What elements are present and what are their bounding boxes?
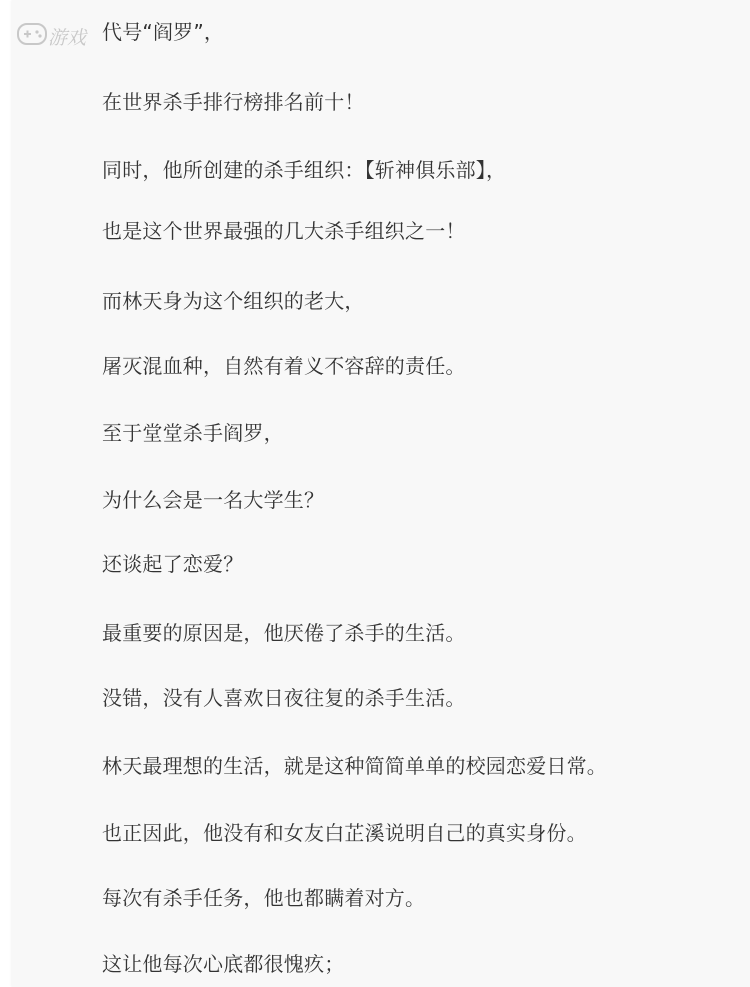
paragraph-line: 还谈起了恋爱？ [102,552,244,576]
paragraph-line: 至于堂堂杀手阎罗， [102,421,284,445]
article-body [12,0,750,987]
svg-text:游戏: 游戏 [48,27,87,49]
paragraph-line: 在世界杀手排行榜排名前十！ [102,90,365,114]
paragraph-line: 也是这个世界最强的几大杀手组织之一！ [102,219,466,243]
paragraph-line: 屠灭混血种，自然有着义不容辞的责任。 [102,354,466,378]
paragraph-line: 为什么会是一名大学生？ [102,488,325,512]
paragraph-line: 也正因此，他没有和女友白芷溪说明自己的真实身份。 [102,821,587,845]
paragraph-line: 最重要的原因是，他厌倦了杀手的生活。 [102,621,466,645]
paragraph-line: 同时，他所创建的杀手组织：【斩神俱乐部】， [102,158,507,182]
gamepad-icon [14,8,88,54]
paragraph-line: 代号“阎罗”， [102,20,225,44]
paragraph-line: 没错，没有人喜欢日夜往复的杀手生活。 [102,686,466,710]
paragraph-line: 这让他每次心底都很愧疚； [102,952,345,976]
paragraph-line: 林天最理想的生活，就是这种简简单单的校园恋爱日常。 [102,754,607,778]
watermark-logo [14,8,88,54]
paragraph-line: 每次有杀手任务，他也都瞒着对方。 [102,886,426,910]
paragraph-line: 而林天身为这个组织的老大， [102,289,365,313]
